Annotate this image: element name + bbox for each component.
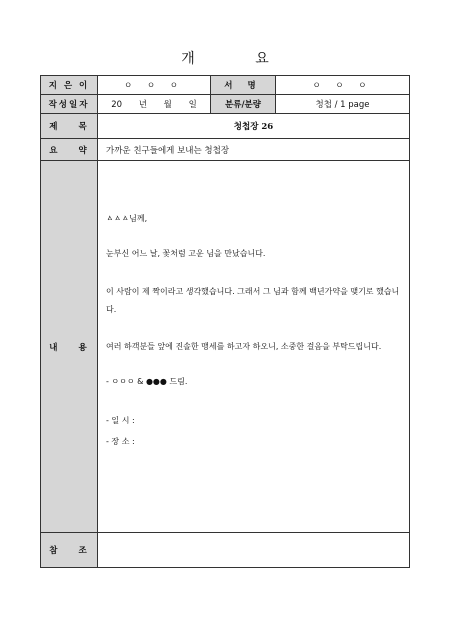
date-row: [41, 95, 410, 114]
letter-sign-off: - ㅇㅇㅇ & ●●● 드림.: [106, 377, 188, 387]
letter-body: [98, 161, 409, 449]
summary-value[interactable]: 가까운 친구들에게 보내는 청첩장: [98, 139, 410, 161]
letter-greeting: ㅿㅿㅿ님께,: [106, 214, 148, 223]
summary-row: [41, 139, 410, 161]
category-value[interactable]: 청첩 / 1 page: [276, 95, 410, 114]
letter-date-line: - 일 시 :: [106, 415, 135, 425]
content-label: 내 용: [41, 161, 98, 533]
signature-label: 서 명: [211, 76, 276, 95]
date-label: 작성일자: [41, 95, 98, 114]
reference-value[interactable]: [98, 533, 410, 568]
content-row: [41, 161, 410, 533]
page-title: 개 요: [181, 51, 297, 67]
author-label: 지 은 이: [41, 76, 98, 95]
category-label: 분류/분량: [211, 95, 276, 114]
subject-value[interactable]: 청첩장 26: [98, 114, 410, 139]
summary-label: 요 약: [41, 139, 98, 161]
subject-label: 제 목: [41, 114, 98, 139]
letter-place-line: - 장 소 :: [106, 436, 135, 446]
signature-value[interactable]: ㅇ ㅇ ㅇ: [276, 76, 410, 95]
letter-line-1: 눈부신 어느 날, 꽃처럼 고운 님을 만났습니다.: [106, 248, 266, 258]
letter-line-3: 여러 하객분들 앞에 진솔한 맹세를 하고자 하오니, 소중한 걸음을 부탁드립니다.: [106, 342, 382, 352]
subject-row: [41, 114, 410, 139]
author-row: [41, 76, 410, 95]
date-value[interactable]: 20 년 월 일: [98, 95, 211, 114]
author-value[interactable]: ㅇ ㅇ ㅇ: [98, 76, 211, 95]
reference-row: [41, 533, 410, 568]
summary-form: [40, 75, 410, 568]
reference-label: 참 조: [41, 533, 98, 568]
content-cell[interactable]: [98, 161, 410, 533]
letter-line-2: 이 사람이 제 짝이라고 생각했습니다. 그래서 그 님과 함께 백년가약을 맺기로 했습니다.: [106, 286, 400, 314]
